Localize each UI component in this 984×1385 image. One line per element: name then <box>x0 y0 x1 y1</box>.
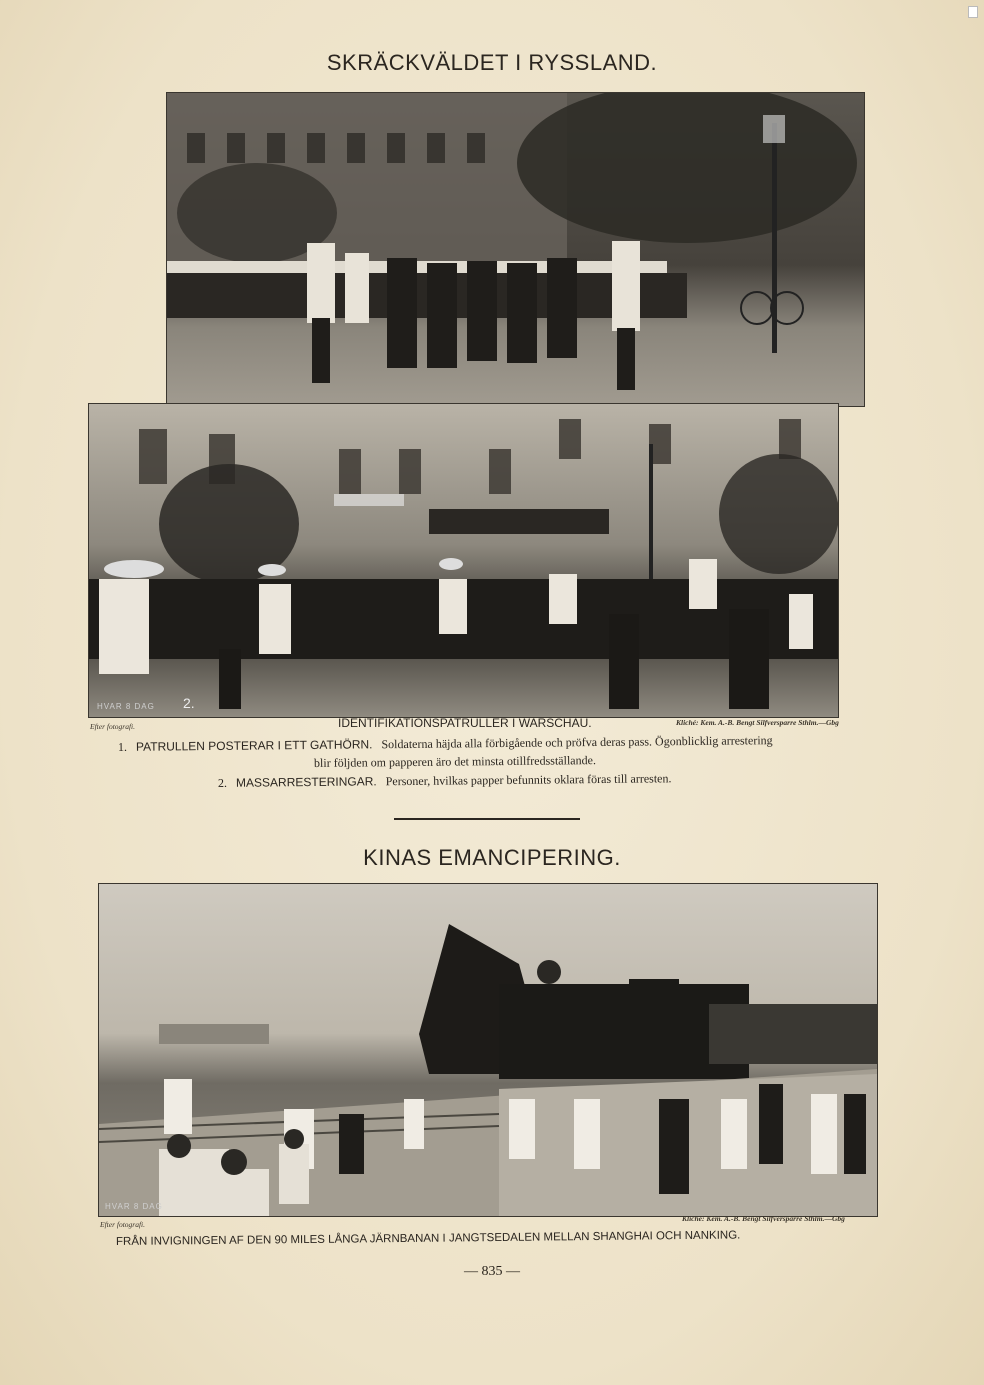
section2-title: KINAS EMANCIPERING. <box>363 845 621 870</box>
photo-mass-arrests <box>88 403 839 718</box>
caption-1 <box>118 733 773 755</box>
caption-2-title: MASSARRESTERINGAR. <box>235 774 377 790</box>
photo-watermark-2: HVAR 8 DAG <box>105 1202 163 1211</box>
photo-credit-left: Efter fotografi. <box>90 722 135 731</box>
caption-1-text-a: Soldaterna häjda alla förbigående och pröfva deras pass. Ögonblicklig arrestering <box>381 733 773 752</box>
photo-credit-right-2: Kliché: Kem. A.-B. Bengt Silfversparre Sthlm.—Gbg <box>682 1214 845 1223</box>
photo-patrol-street-corner <box>166 92 865 407</box>
caption-1-title: PATRULLEN POSTERAR I ETT GATHÖRN. <box>135 737 373 754</box>
photo-credit-left-2: Efter fotografi. <box>100 1220 145 1229</box>
section-divider <box>394 818 580 820</box>
caption-1-number: 1. <box>117 739 128 754</box>
page-number: — 835 — <box>464 1264 520 1279</box>
photo-credit-right: Kliché: Kem. A.-B. Bengt Silfversparre Sthlm.—Gbg <box>676 718 839 727</box>
photo-number-label: 2. <box>183 695 195 711</box>
caption-2 <box>218 771 672 791</box>
caption-2-number: 2. <box>217 775 228 790</box>
caption-heading: IDENTIFIKATIONSPATRULLER I WARSCHAU. <box>338 716 592 730</box>
corner-mark <box>968 6 978 18</box>
caption-1-text-b: blir följden om papperen äro det minsta otillfredsställande. <box>313 753 596 770</box>
caption-2-text: Personer, hvilkas papper befunnits oklara föras till arresten. <box>385 771 672 789</box>
caption-railway: FRÅN INVIGNINGEN AF DEN 90 MILES LÅNGA JÄRNBANAN I JANGTSEDALEN MELLAN SHANGHAI OCH NANKING. <box>115 1229 741 1248</box>
photo-watermark: HVAR 8 DAG <box>97 702 155 711</box>
section1-title: SKRÄCKVÄLDET I RYSSLAND. <box>326 50 658 75</box>
photo-railway-inauguration <box>98 883 878 1217</box>
